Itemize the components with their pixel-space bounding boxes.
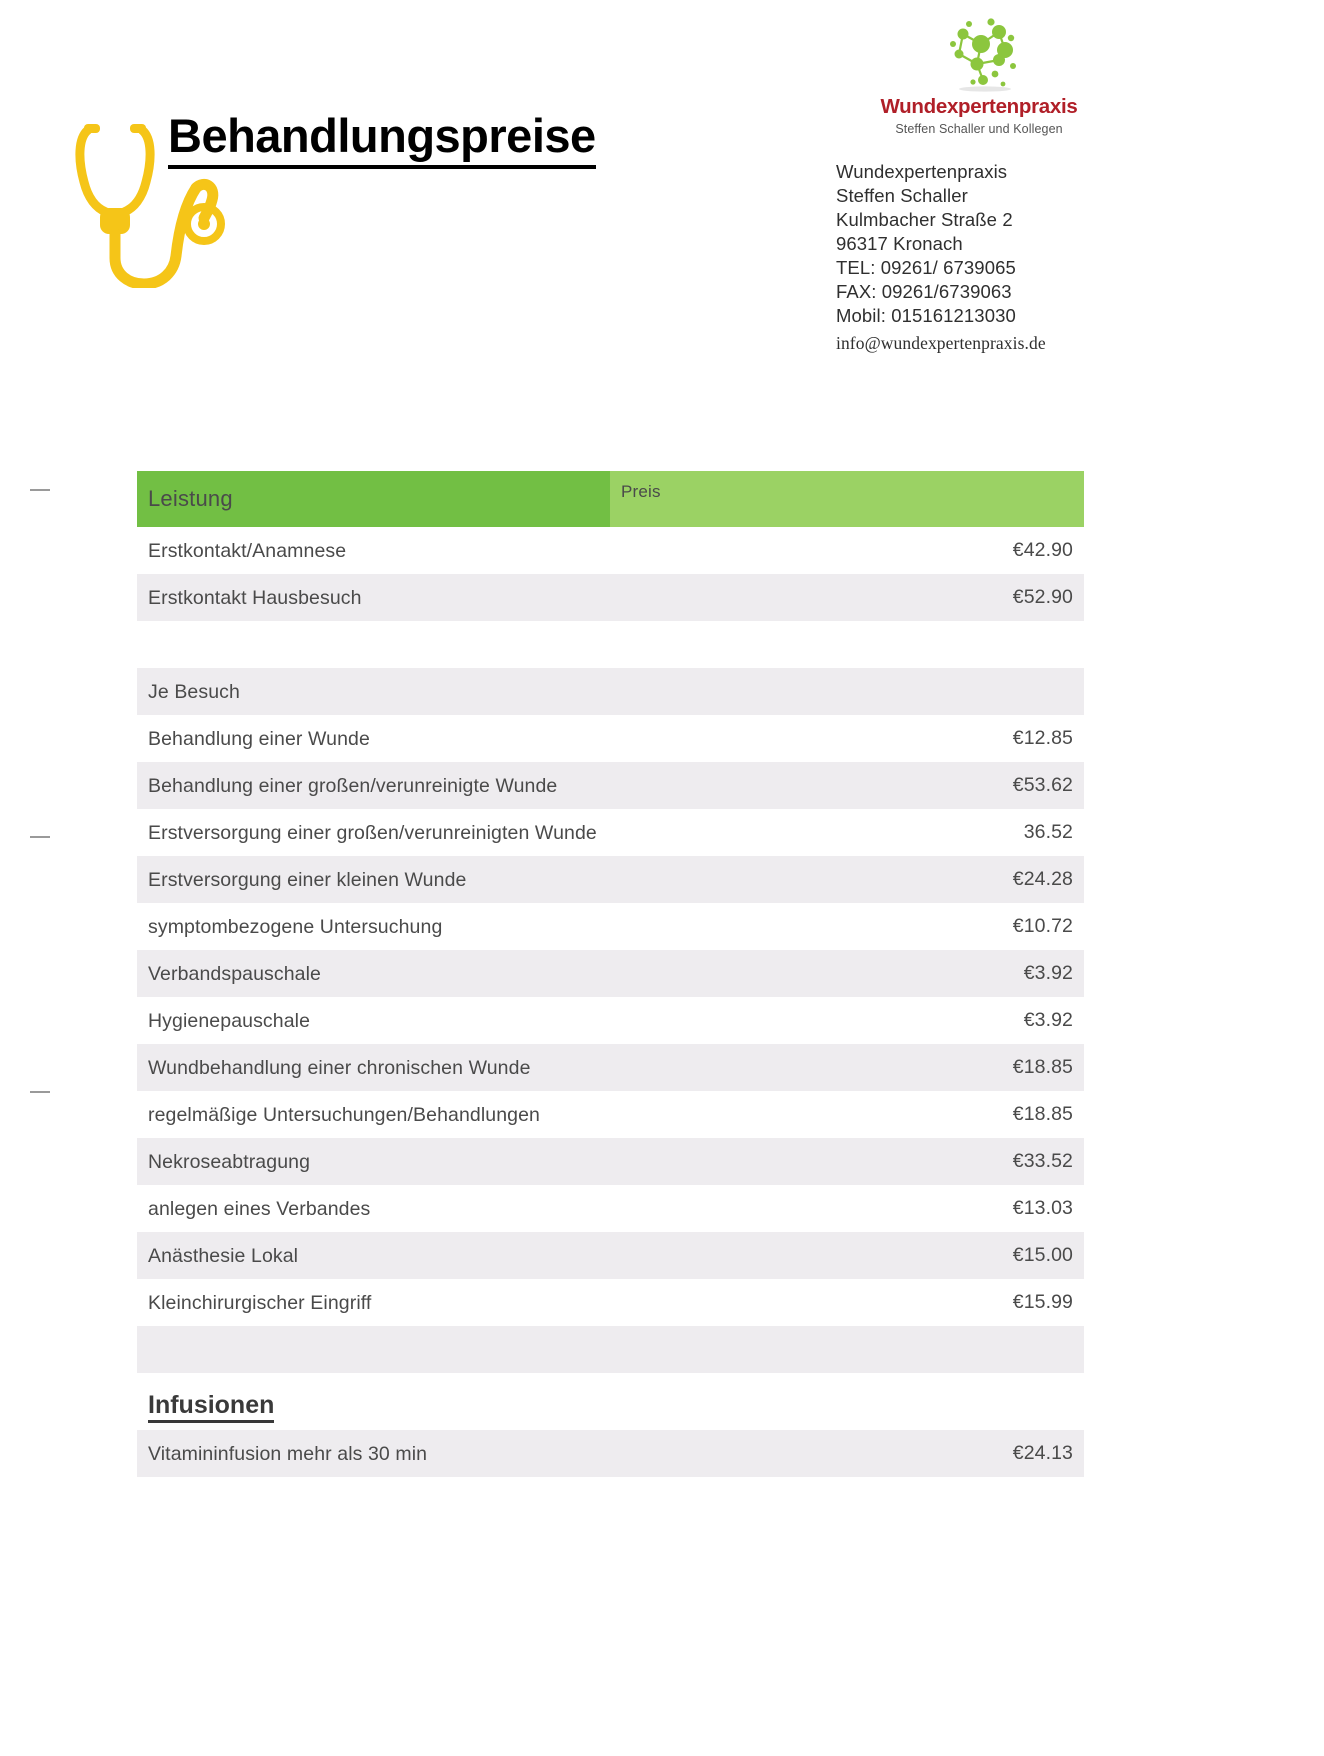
table-row-spacer — [137, 1326, 1084, 1373]
table-cell-preis: €13.03 — [1012, 1197, 1073, 1219]
table-cell-leistung: regelmäßige Untersuchungen/Behandlungen — [148, 1103, 541, 1126]
table-row — [137, 1044, 1084, 1091]
table-row — [137, 856, 1084, 903]
table-cell-leistung: Verbandspauschale — [148, 962, 322, 985]
table-cell-leistung: Erstkontakt/Anamnese — [148, 539, 347, 562]
address-line: Steffen Schaller — [836, 185, 968, 206]
molecule-cluster-icon — [933, 14, 1025, 92]
table-header-row — [137, 471, 1084, 527]
margin-tick-mark — [30, 1091, 50, 1093]
table-cell-leistung: Nekroseabtragung — [148, 1150, 311, 1173]
address-line: Wundexpertenpraxis — [836, 161, 1008, 182]
table-cell-leistung: Wundbehandlung einer chronischen Wunde — [148, 1056, 531, 1079]
table-row — [137, 1430, 1084, 1477]
column-header-preis-label: Preis — [621, 482, 661, 501]
table-row — [137, 903, 1084, 950]
table-row — [137, 997, 1084, 1044]
brand-logo — [859, 14, 1099, 136]
column-header-preis — [610, 471, 1084, 527]
table-cell-leistung: symptombezogene Untersuchung — [148, 915, 443, 938]
section-heading-infusionen — [137, 1373, 1084, 1430]
table-body — [137, 527, 1084, 1373]
table-row — [137, 809, 1084, 856]
table-cell-preis: €18.85 — [1012, 1056, 1073, 1078]
table-cell-preis: €24.28 — [1012, 868, 1073, 890]
table-cell-leistung: Kleinchirurgischer Eingriff — [148, 1291, 372, 1314]
table-row — [137, 1138, 1084, 1185]
address-line: Kulmbacher Straße 2 — [836, 209, 1013, 230]
table-cell-leistung: Hygienepauschale — [148, 1009, 311, 1032]
table-cell-preis: €10.72 — [1012, 915, 1073, 937]
table-cell-leistung: Behandlung einer Wunde — [148, 727, 370, 750]
contact-address-block — [836, 160, 1046, 355]
price-table — [137, 471, 1084, 1477]
table-cell-leistung: Anästhesie Lokal — [148, 1244, 299, 1267]
table-cell-leistung: Erstversorgung einer großen/verunreinigten Wunde — [148, 821, 597, 844]
table-cell-leistung: Je Besuch — [148, 680, 240, 703]
table-row — [137, 1232, 1084, 1279]
table-cell-preis: €52.90 — [1012, 586, 1073, 608]
table-row-spacer — [137, 621, 1084, 668]
table-row — [137, 1091, 1084, 1138]
table-cell-preis: €18.85 — [1012, 1103, 1073, 1125]
margin-tick-mark — [30, 836, 50, 838]
table-cell-preis: €15.99 — [1012, 1291, 1073, 1313]
table-row — [137, 527, 1084, 574]
table-cell-preis: €53.62 — [1012, 774, 1073, 796]
table-row — [137, 715, 1084, 762]
address-line: 96317 Kronach — [836, 233, 963, 254]
table-cell-preis: €33.52 — [1012, 1150, 1073, 1172]
table-cell-preis: €42.90 — [1012, 539, 1073, 561]
table-row — [137, 574, 1084, 621]
table-row — [137, 950, 1084, 997]
margin-tick-mark — [30, 489, 50, 491]
table-cell-leistung: Behandlung einer großen/verunreinigte Wunde — [148, 774, 558, 797]
document-header — [0, 0, 1324, 400]
table-cell-leistung: Erstkontakt Hausbesuch — [148, 586, 362, 609]
table-cell-preis: €24.13 — [1012, 1442, 1073, 1464]
table-row — [137, 1185, 1084, 1232]
column-header-leistung-label: Leistung — [148, 486, 233, 511]
email-line[interactable]: info@wundexpertenpraxis.de — [836, 333, 1046, 353]
brand-subtitle: Steffen Schaller und Kollegen — [895, 121, 1063, 136]
page-title: Behandlungspreise — [168, 110, 596, 169]
table-cell-preis: €15.00 — [1012, 1244, 1073, 1266]
phone-line: TEL: 09261/ 6739065 — [836, 257, 1016, 278]
table-cell-leistung: Erstversorgung einer kleinen Wunde — [148, 868, 467, 891]
brand-name: Wundexpertenpraxis — [880, 95, 1078, 118]
table-cell-preis: 36.52 — [1023, 821, 1073, 843]
mobile-line: Mobil: 015161213030 — [836, 305, 1016, 326]
column-header-leistung — [137, 471, 610, 527]
table-cell-preis: €3.92 — [1023, 1009, 1073, 1031]
table-row — [137, 1279, 1084, 1326]
table-cell-preis: €3.92 — [1023, 962, 1073, 984]
table-body-infusionen — [137, 1430, 1084, 1477]
table-cell-preis: €12.85 — [1012, 727, 1073, 749]
table-row — [137, 668, 1084, 715]
fax-line: FAX: 09261/6739063 — [836, 281, 1012, 302]
section-heading-label: Infusionen — [148, 1391, 274, 1423]
table-cell-leistung: Vitamininfusion mehr als 30 min — [148, 1442, 428, 1465]
table-row — [137, 762, 1084, 809]
table-cell-leistung: anlegen eines Verbandes — [148, 1197, 371, 1220]
